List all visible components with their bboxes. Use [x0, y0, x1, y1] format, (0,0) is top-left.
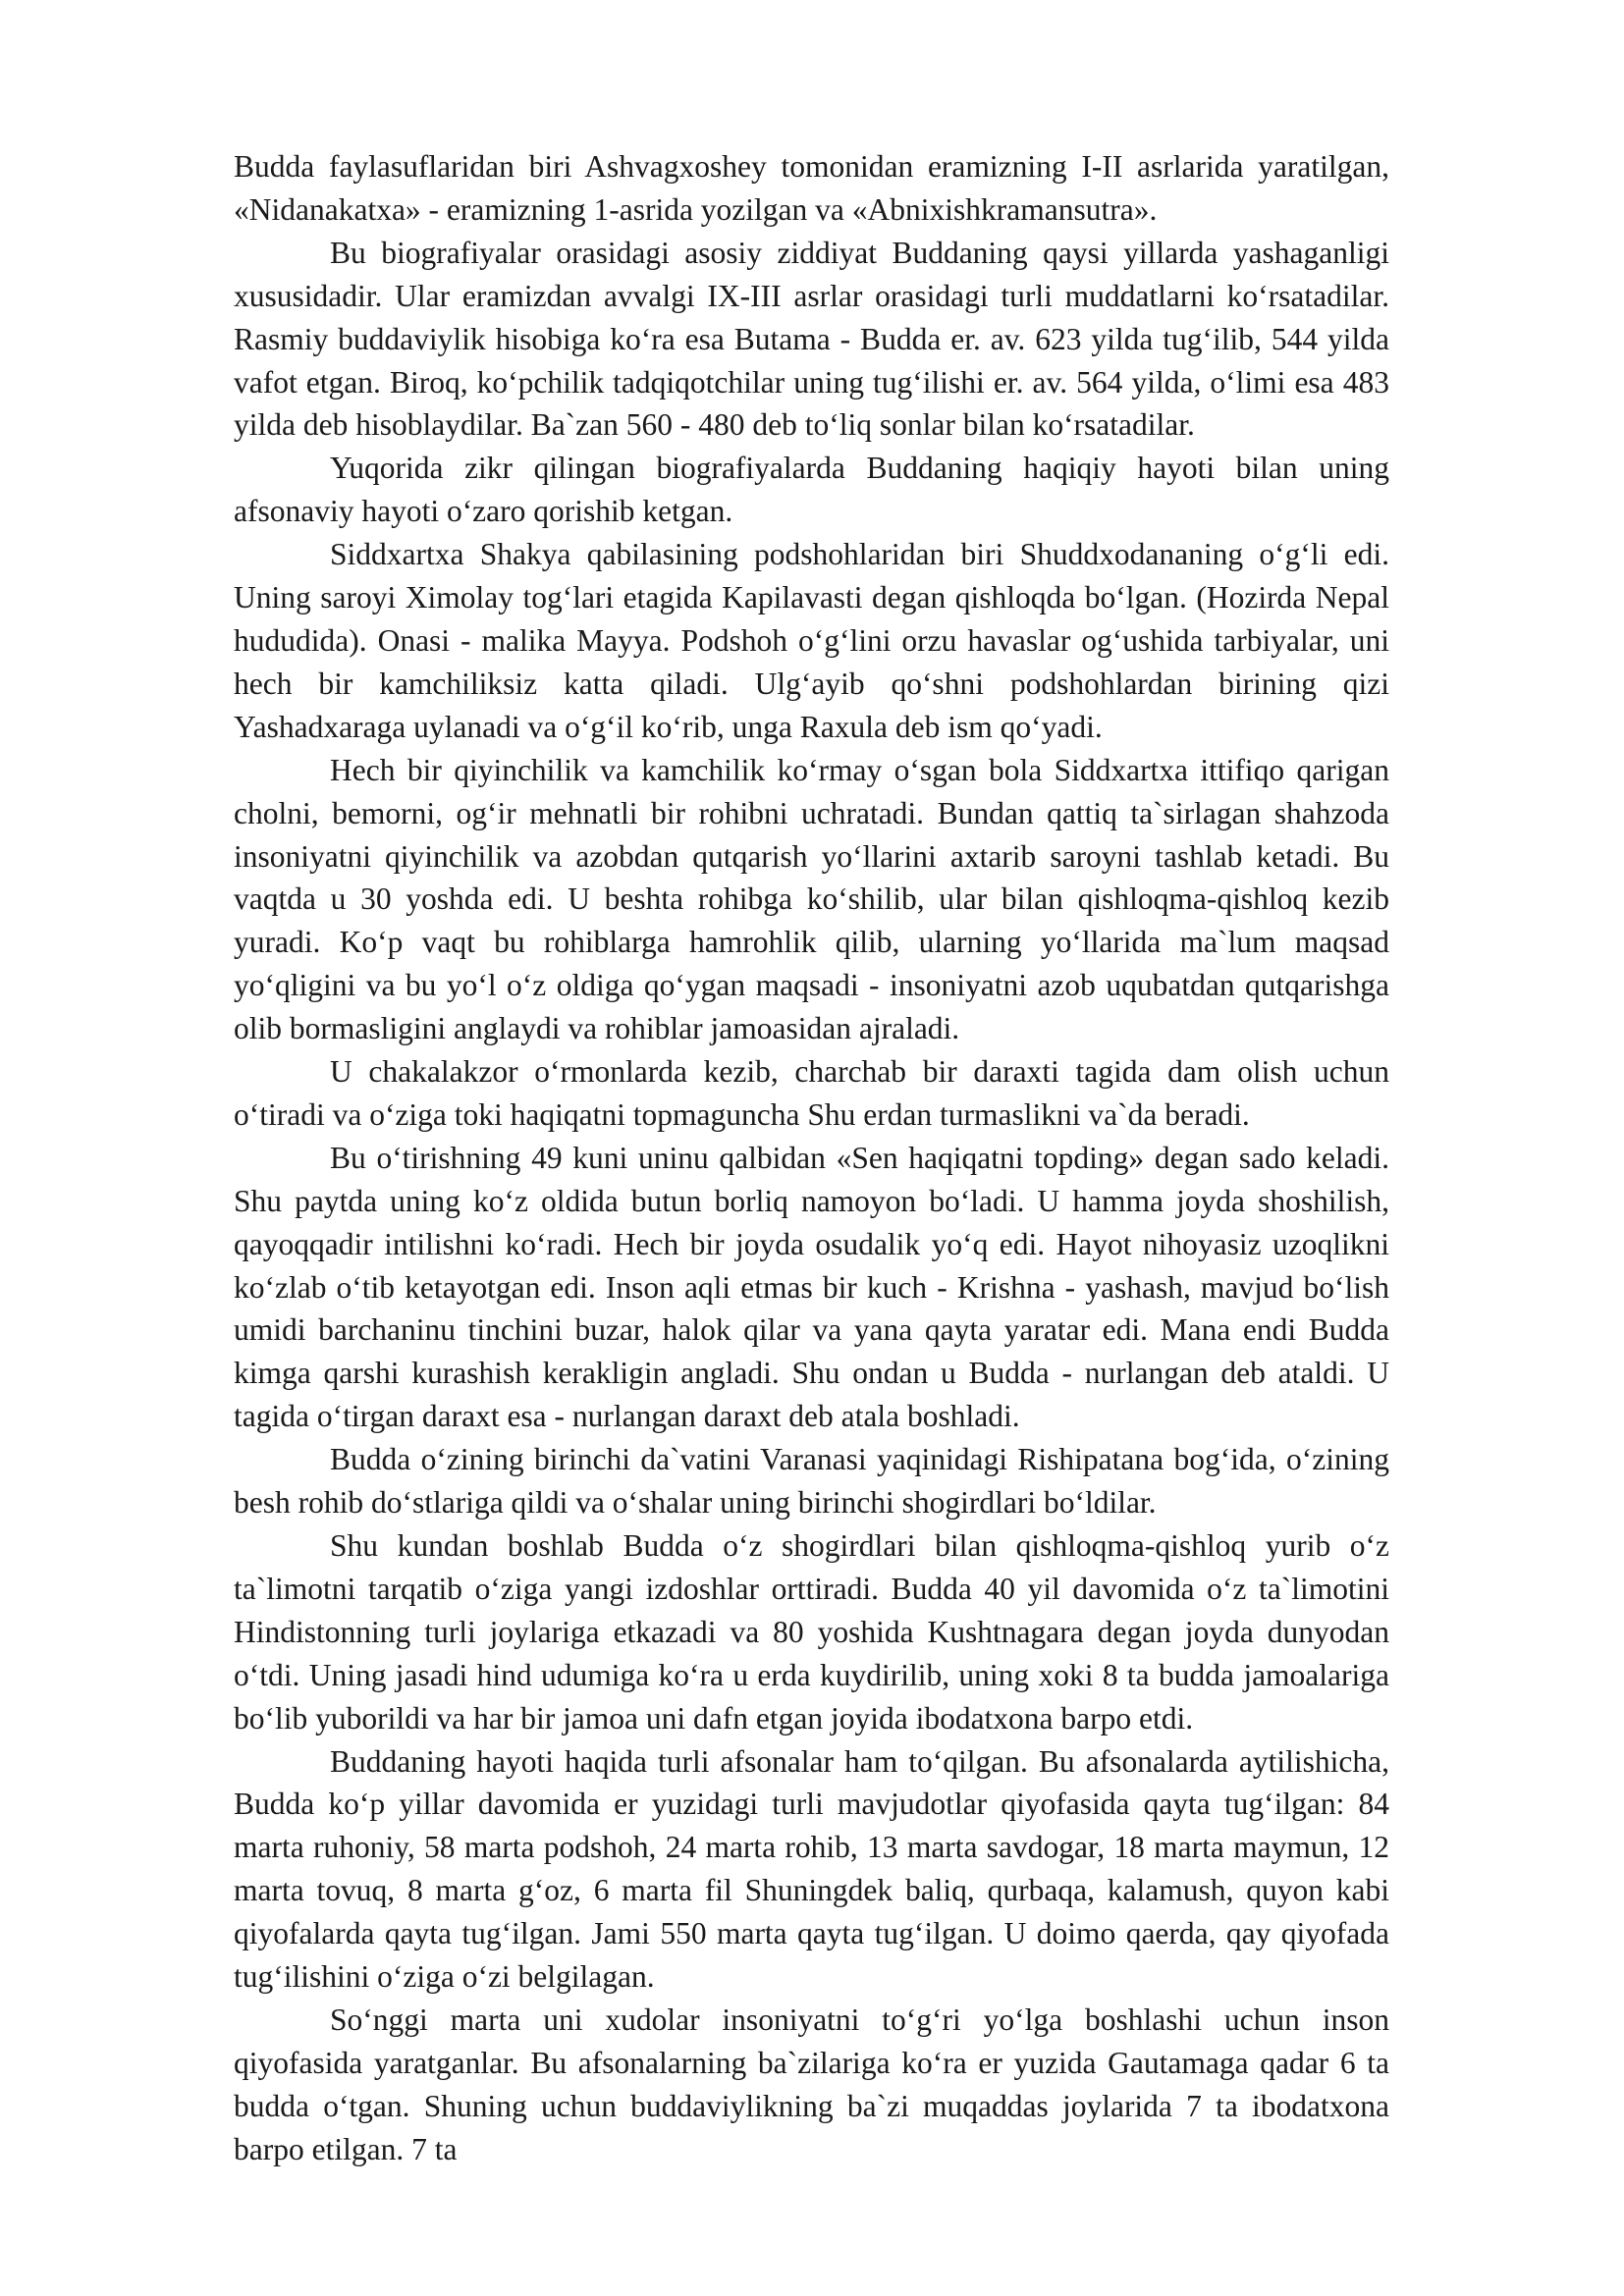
paragraph-5: Hech bir qiyinchilik va kamchilik ko‘rmay o‘sgan bola Siddxartxa ittifiqo qarigan cholni, bemorni, og‘ir mehnatli bir rohibni uchratadi. Bundan qattiq ta`sirlagan shahzoda insoniyatni qiyinchilik va azobdan qutqarish yo‘llarini axtarib saroyni tashlab ketadi. Bu vaqtda u 30 yoshda edi. U beshta rohibga ko‘shilib, ular bilan qishloqma-qishloq kezib yuradi. Ko‘p vaqt bu rohiblarga hamrohlik qilib, ularning yo‘llarida ma`lum maqsad yo‘qligini va bu yo‘l o‘z oldiga qo‘ygan maqsadi - insoniyatni azob uqubatdan qutqarishga olib bormasligini anglaydi va rohiblar jamoasidan ajraladi. — [234, 752, 1389, 1046]
paragraph-11: So‘nggi marta uni xudolar insoniyatni to‘g‘ri yo‘lga boshlashi uchun inson qiyofasida yaratganlar. Bu afsonalarning ba`zilariga ko‘ra er yuzida Gautamaga qadar 6 ta budda o‘tgan. Shuning uchun buddaviylikning ba`zi muqaddas joylarida 7 ta ibodatxona barpo etilgan. 7 ta — [234, 2002, 1389, 2166]
paragraph-9: Shu kundan boshlab Budda o‘z shogirdlari bilan qishloqma-qishloq yurib o‘z ta`limotni tarqatib o‘ziga yangi izdoshlar orttiradi. Budda 40 yil davomida o‘z ta`limotini Hindistonning turli joylariga etkazadi va 80 yoshida Kushtnagara degan joyda dunyodan o‘tdi. Uning jasadi hind udumiga ko‘ra u erda kuydirilib, uning xoki 8 ta budda jamoalariga bo‘lib yuborildi va har bir jamoa uni dafn etgan joyida ibodatxona barpo etdi. — [234, 1528, 1389, 1735]
paragraph-2: Bu biografiyalar orasidagi asosiy ziddiyat Buddaning qaysi yillarda yashaganligi xususidadir. Ular eramizdan avvalgi IX-III asrlar orasidagi turli muddatlarni ko‘rsatadilar. Rasmiy buddaviylik hisobiga ko‘ra esa Butama - Budda er. av. 623 yilda tug‘ilib, 544 yilda vafot etgan. Biroq, ko‘pchilik tadqiqotchilar uning tug‘ilishi er. av. 564 yilda, o‘limi esa 483 yilda deb hisoblaydilar. Ba`zan 560 - 480 deb to‘liq sonlar bilan ko‘rsatadilar. — [234, 235, 1389, 443]
document-page — [234, 145, 1389, 2171]
paragraph-1: Budda faylasuflaridan biri Ashvagxoshey tomonidan eramizning I-II asrlarida yaratilgan, «Nidanakatxa» - eramizning 1-asrida yozilgan va «Abnixishkramansutra». — [234, 149, 1389, 227]
paragraph-4: Siddxartxa Shakya qabilasining podshohlaridan biri Shuddxodananing o‘g‘li edi. Uning saroyi Ximolay tog‘lari etagida Kapilavasti degan qishloqda bo‘lgan. (Hozirda Nepal hududida). Onasi - malika Mayya. Podshoh o‘g‘lini orzu havaslar og‘ushida tarbiyalar, uni hech bir kamchiliksiz katta qiladi. Ulg‘ayib qo‘shni podshohlardan birining qizi Yashadxaraga uylanadi va o‘g‘il ko‘rib, unga Raxula deb ism qo‘yadi. — [234, 537, 1389, 744]
paragraph-3: Yuqorida zikr qilingan biografiyalarda Buddaning haqiqiy hayoti bilan uning afsonaviy hayoti o‘zaro qorishib ketgan. — [234, 451, 1389, 529]
paragraph-10: Buddaning hayoti haqida turli afsonalar ham to‘qilgan. Bu afsonalarda aytilishicha, Budda ko‘p yillar davomida er yuzidagi turli mavjudotlar qiyofasida qayta tug‘ilgan: 84 marta ruhoniy, 58 marta podshoh, 24 marta rohib, 13 marta savdogar, 18 marta maymun, 12 marta tovuq, 8 marta g‘oz, 6 marta fil Shuningdek baliq, qurbaqa, kalamush, quyon kabi qiyofalarda qayta tug‘ilgan. Jami 550 marta qayta tug‘ilgan. U doimo qaerda, qay qiyofada tug‘ilishini o‘ziga o‘zi belgilagan. — [234, 1743, 1389, 1995]
paragraph-6: U chakalakzor o‘rmonlarda kezib, charchab bir daraxti tagida dam olish uchun o‘tiradi va o‘ziga toki haqiqatni topmaguncha Shu erdan turmaslikni va`da beradi. — [234, 1054, 1389, 1132]
paragraph-7: Bu o‘tirishning 49 kuni uninu qalbidan «Sen haqiqatni topding» degan sado keladi. Shu paytda uning ko‘z oldida butun borliq namoyon bo‘ladi. U hamma joyda shoshilish, qayoqqadir intilishni ko‘radi. Hech bir joyda osudalik yo‘q edi. Hayot nihoyasiz uzoqlikni ko‘zlab o‘tib ketayotgan edi. Inson aqli etmas bir kuch - Krishna - yashash, mavjud bo‘lish umidi barchaninu tinchini buzar, halok qilar va yana qayta yaratar edi. Mana endi Budda kimga qarshi kurashish kerakligin angladi. Shu ondan u Budda - nurlangan deb ataldi. U tagida o‘tirgan daraxt esa - nurlangan daraxt deb atala boshladi. — [234, 1140, 1389, 1434]
paragraph-8: Budda o‘zining birinchi da`vatini Varanasi yaqinidagi Rishipatana bog‘ida, o‘zining besh rohib do‘stlariga qildi va o‘shalar uning birinchi shogirdlari bo‘ldilar. — [234, 1442, 1389, 1521]
